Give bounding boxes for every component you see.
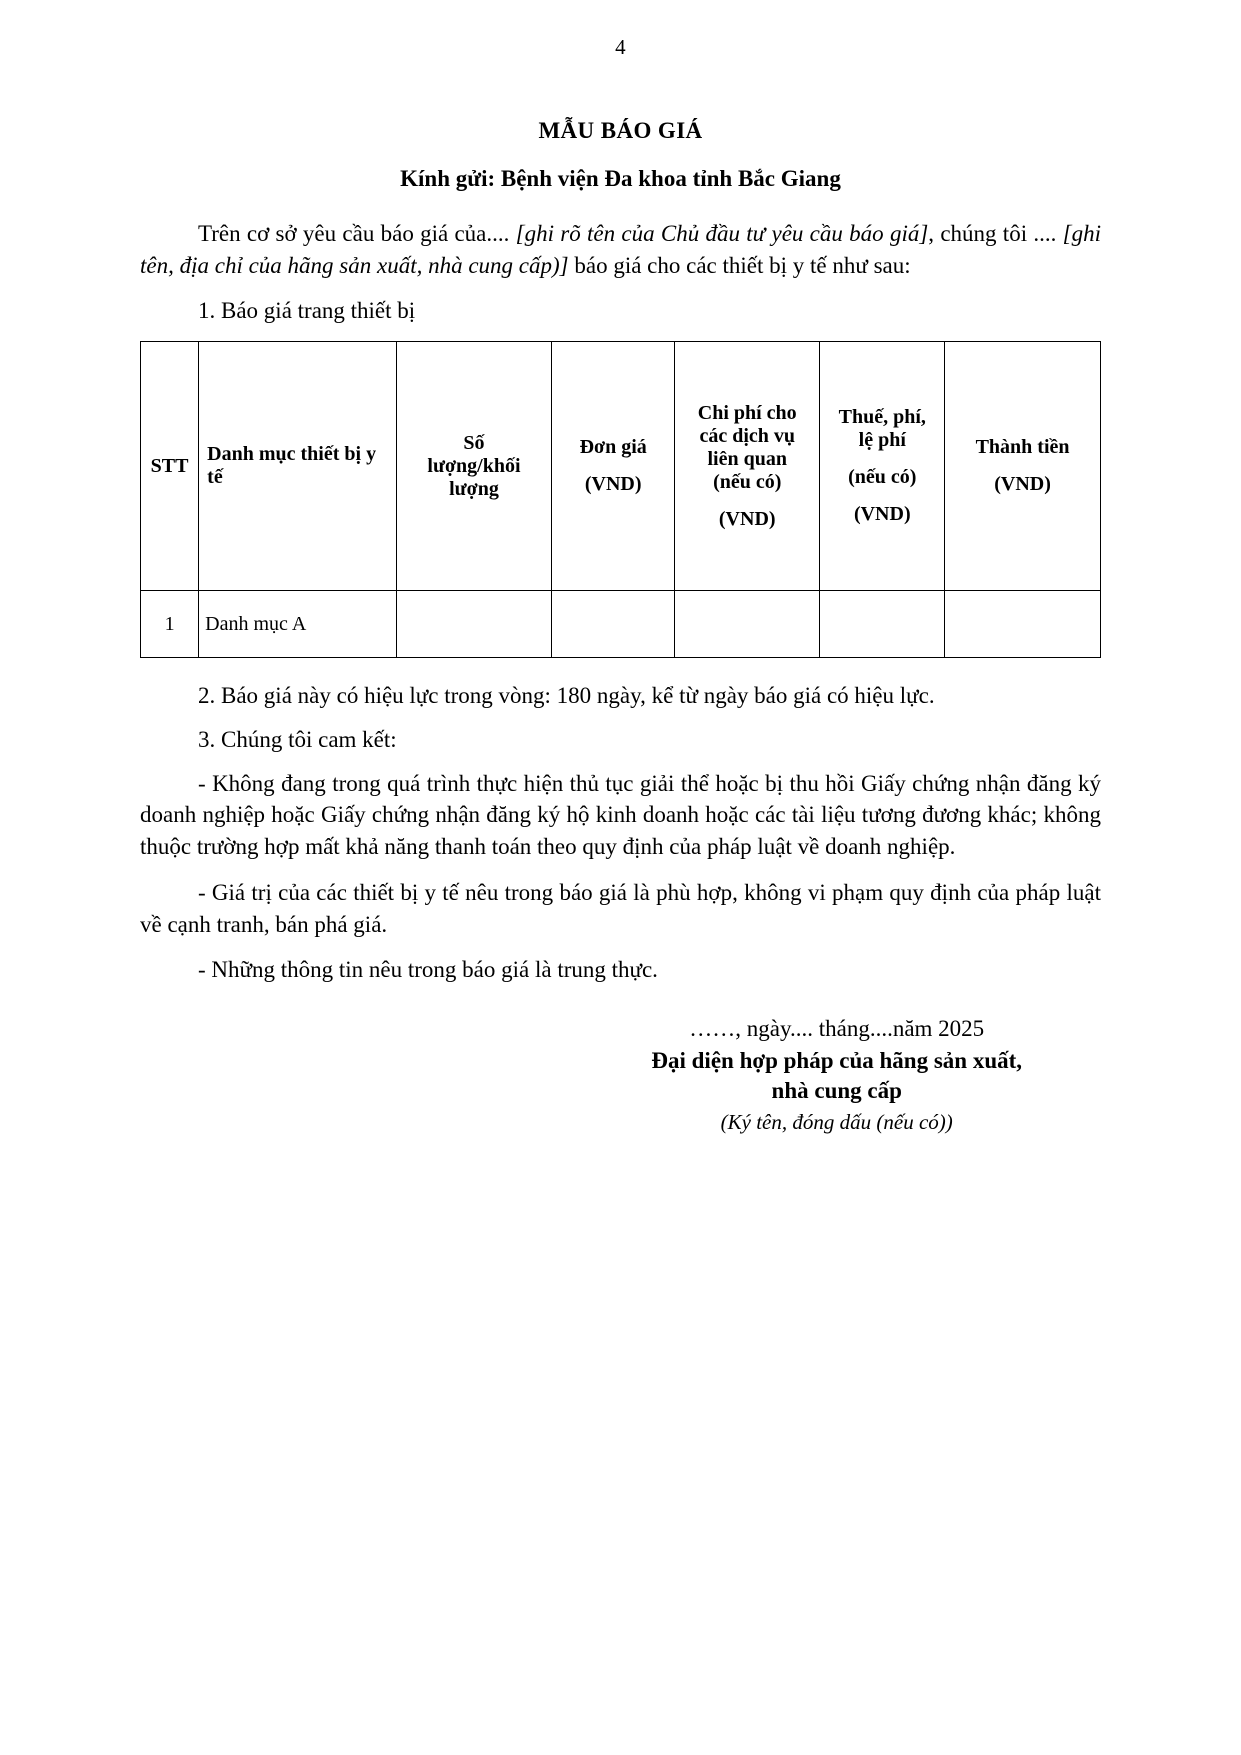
column-header-stt: STT	[141, 342, 199, 591]
section-heading-2: 2. Báo giá này có hiệu lực trong vòng: 180 ngày, kể từ ngày báo giá có hiệu lực.	[198, 683, 935, 709]
intro-part-2: , chúng tôi ....	[928, 221, 1063, 246]
cell-tax-fee[interactable]	[820, 591, 945, 658]
document-recipient: Kính gửi: Bệnh viện Đa khoa tỉnh Bắc Giang	[400, 166, 841, 191]
commitment-1: - Không đang trong quá trình thực hiện thủ tục giải thể hoặc bị thu hồi Giấy chứng nhận đăng ký doanh nghiệp hoặc Giấy chứng nhận đăng ký hộ kinh doanh hoặc các tài liệu tương đương khác; không thuộc trường hợp mất khả năng thanh toán theo quy định của pháp luật về doanh nghiệp.	[140, 770, 1101, 860]
signature-note: (Ký tên, đóng dấu (nếu có))	[720, 1109, 953, 1134]
column-header-total-amount: Thành tiền (VND)	[945, 342, 1101, 591]
signature-representative-line-1: Đại diện hợp pháp của hãng sản xuất,	[651, 1048, 1023, 1074]
column-header-item-name: Danh mục thiết bị y tế	[199, 342, 396, 591]
cell-item-name: Danh mục A	[199, 591, 396, 658]
intro-paragraph	[140, 218, 1101, 281]
cell-quantity[interactable]	[396, 591, 552, 658]
quotation-table	[140, 341, 1101, 658]
column-header-tax-fee: Thuế, phí, lệ phí (nếu có) (VND)	[820, 342, 945, 591]
intro-part-3: báo giá cho các thiết bị y tế như sau:	[568, 252, 911, 278]
section-heading-3: 3. Chúng tôi cam kết:	[198, 726, 397, 752]
page-title: MẪU BÁO GIÁ	[538, 118, 703, 143]
intro-italic-1: [ghi rõ tên của Chủ đầu tư yêu cầu báo giá]	[515, 221, 929, 246]
table-header-row	[141, 342, 1101, 591]
cell-service-cost[interactable]	[675, 591, 820, 658]
page-number: 4	[615, 35, 626, 59]
intro-part-1: Trên cơ sở yêu cầu báo giá của....	[198, 221, 516, 246]
cell-stt: 1	[141, 591, 199, 658]
section-heading-1: 1. Báo giá trang thiết bị	[198, 298, 416, 324]
cell-unit-price[interactable]	[552, 591, 675, 658]
intro-italic-2: [ghi tên, địa chỉ của hãng sản xuất, nhà cung cấp)]	[140, 221, 1101, 278]
signature-block	[572, 1016, 1101, 1135]
column-header-related-service-cost: Chi phí cho các dịch vụ liên quan (nếu có) (VND)	[675, 342, 820, 591]
signature-date: ……, ngày.... tháng....năm 2025	[689, 1016, 985, 1042]
cell-total-amount[interactable]	[945, 591, 1101, 658]
commitment-3: - Những thông tin nêu trong báo giá là trung thực.	[198, 957, 658, 983]
signature-representative-line-2: nhà cung cấp	[771, 1077, 902, 1103]
commitment-2: - Giá trị của các thiết bị y tế nêu trong báo giá là phù hợp, không vi phạm quy định của pháp luật về cạnh tranh, bán phá giá.	[140, 879, 1101, 937]
column-header-quantity: Số lượng/khối lượng	[396, 342, 552, 591]
table-row	[141, 591, 1101, 658]
column-header-unit-price: Đơn giá (VND)	[552, 342, 675, 591]
